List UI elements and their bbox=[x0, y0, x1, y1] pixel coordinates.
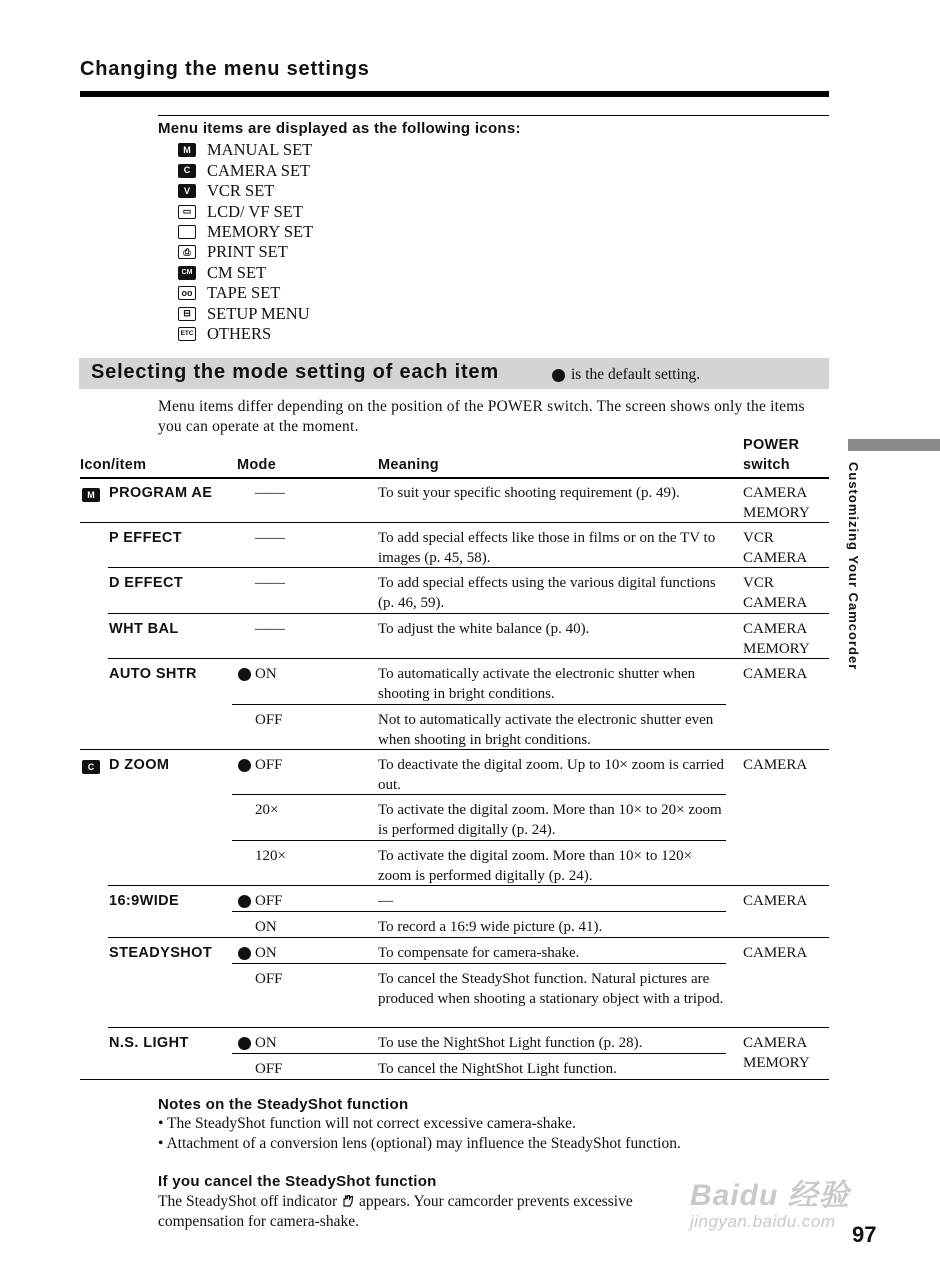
table-row-separator bbox=[80, 522, 829, 523]
table-meaning: To suit your specific shooting requirement (p. 49). bbox=[378, 485, 680, 501]
icon-list-item bbox=[178, 140, 313, 160]
table-meaning: To activate the digital zoom. More than 10× to 120× zoom is performed digitally (p. 24). bbox=[378, 848, 693, 884]
table-meaning: Not to automatically activate the electronic shutter even when shooting in bright conditions. bbox=[378, 712, 714, 748]
icon-list-label: CAMERA SET bbox=[207, 160, 311, 180]
default-bullet-icon bbox=[238, 759, 251, 772]
header-meaning: Meaning bbox=[378, 457, 439, 473]
header-power-line2: switch bbox=[743, 457, 790, 473]
table-power-switch: CAMERA bbox=[743, 666, 808, 682]
note-item: • The SteadyShot function will not correct excessive camera-shake. bbox=[158, 1115, 576, 1132]
table-mode: ON bbox=[238, 944, 277, 964]
table-item-name: WHT BAL bbox=[109, 621, 179, 637]
watermark-url: jingyan.baidu.com bbox=[690, 1212, 836, 1231]
table-row-separator bbox=[232, 840, 726, 841]
default-bullet-icon bbox=[238, 1037, 251, 1050]
table-row-separator bbox=[232, 1053, 726, 1054]
table-item-name: AUTO SHTR bbox=[109, 666, 197, 682]
setup-menu-icon: ⊟ bbox=[178, 307, 196, 321]
table-row-separator bbox=[108, 613, 829, 614]
table-mode: —— bbox=[255, 530, 285, 546]
table-mode: OFF bbox=[238, 892, 283, 912]
table-row-separator bbox=[108, 567, 829, 568]
icons-rule bbox=[158, 115, 829, 116]
cancel-text-line2: compensation for camera-shake. bbox=[158, 1213, 359, 1230]
table-mode: —— bbox=[255, 621, 285, 637]
table-meaning: — bbox=[378, 893, 393, 909]
side-tab-text: Customizing Your Camcorder bbox=[846, 462, 861, 671]
table-meaning: To activate the digital zoom. More than 10× to 20× zoom is performed digitally (p. 24). bbox=[378, 802, 722, 838]
default-bullet-icon bbox=[238, 668, 251, 681]
table-power-switch: CAMERA MEMORY bbox=[743, 1035, 810, 1071]
default-bullet-icon bbox=[238, 947, 251, 960]
note-item: • Attachment of a conversion lens (optional) may influence the SteadyShot function. bbox=[158, 1135, 681, 1152]
cm-set-icon: CM bbox=[178, 266, 196, 280]
others-icon: ETC bbox=[178, 327, 196, 341]
default-note-text: is the default setting. bbox=[571, 366, 701, 383]
table-item-name: D EFFECT bbox=[109, 575, 184, 591]
icon-list-label: VCR SET bbox=[207, 181, 275, 201]
icon-list bbox=[178, 140, 313, 344]
table-mode: 20× bbox=[255, 802, 279, 818]
table-mode: 120× bbox=[255, 848, 286, 864]
tape-set-icon: oo bbox=[178, 286, 196, 300]
notes-heading: Notes on the SteadyShot function bbox=[158, 1096, 409, 1113]
intro-text: Menu items differ depending on the position of the POWER switch. The screen shows only the items you can operate at the moment. bbox=[158, 398, 805, 435]
icon-list-item bbox=[178, 324, 313, 344]
table-meaning: To automatically activate the electronic shutter when shooting in bright conditions. bbox=[378, 666, 696, 702]
table-meaning: To add special effects like those in films or on the TV to images (p. 45, 58). bbox=[378, 530, 716, 566]
icon-list-item bbox=[178, 283, 313, 303]
table-row-separator bbox=[108, 1027, 829, 1028]
lcd-vf-set-icon: ▭ bbox=[178, 205, 196, 219]
table-row-separator bbox=[232, 704, 726, 705]
table-item-name: STEADYSHOT bbox=[109, 945, 213, 961]
table-row-separator bbox=[80, 749, 829, 750]
icon-list-item bbox=[178, 181, 313, 201]
icon-list-label: TAPE SET bbox=[207, 283, 281, 303]
icon-list-label: PRINT SET bbox=[207, 242, 288, 262]
table-mode: ON bbox=[238, 1034, 277, 1054]
icon-list-label: MEMORY SET bbox=[207, 221, 314, 241]
table-row-separator bbox=[232, 794, 726, 795]
table-mode: ON bbox=[255, 919, 277, 935]
table-header-rule bbox=[80, 477, 829, 479]
header-icon-item: Icon/item bbox=[80, 457, 147, 473]
table-meaning: To record a 16:9 wide picture (p. 41). bbox=[378, 919, 603, 935]
table-meaning: To cancel the SteadyShot function. Natural pictures are produced when shooting a stationary object with a tripod. bbox=[378, 971, 724, 1007]
icon-list-label: LCD/ VF SET bbox=[207, 201, 303, 221]
table-item-name: P EFFECT bbox=[109, 530, 183, 546]
baidu-watermark bbox=[690, 1170, 850, 1232]
section-title: Selecting the mode setting of each item bbox=[91, 361, 499, 383]
icon-list-label: OTHERS bbox=[207, 324, 272, 344]
table-row-separator bbox=[232, 911, 726, 912]
table-mode: ON bbox=[238, 665, 277, 685]
table-item-name: 16:9WIDE bbox=[109, 893, 180, 909]
manual-set-icon: M bbox=[178, 143, 196, 157]
table-row-separator bbox=[108, 658, 829, 659]
watermark-logo-text: Baidu 经验 bbox=[690, 1179, 850, 1212]
icon-list-item bbox=[178, 222, 313, 242]
title-rule bbox=[80, 91, 829, 97]
table-power-switch: CAMERA bbox=[743, 757, 808, 773]
icon-list-label: SETUP MENU bbox=[207, 303, 310, 323]
table-meaning: To cancel the NightShot Light function. bbox=[378, 1061, 617, 1077]
table-mode: OFF bbox=[255, 1061, 283, 1077]
default-note bbox=[552, 366, 700, 384]
icon-list-item bbox=[178, 160, 313, 180]
camera-set-icon: C bbox=[82, 760, 100, 774]
cancel-text: The SteadyShot off indicator appears. Your camcorder prevents excessive bbox=[158, 1193, 633, 1210]
memory-set-icon bbox=[178, 225, 196, 239]
manual-set-icon: M bbox=[82, 488, 100, 502]
table-mode: OFF bbox=[238, 756, 283, 776]
print-set-icon: ⎙ bbox=[178, 245, 196, 259]
default-bullet-icon bbox=[238, 895, 251, 908]
table-power-switch: CAMERA MEMORY bbox=[743, 485, 810, 521]
icon-list-label: MANUAL SET bbox=[207, 140, 313, 160]
table-power-switch: CAMERA bbox=[743, 945, 808, 961]
header-power-line1: POWER bbox=[743, 437, 800, 453]
table-mode: —— bbox=[255, 485, 285, 501]
side-tab bbox=[848, 439, 940, 451]
table-meaning: To adjust the white balance (p. 40). bbox=[378, 621, 590, 637]
page-title: Changing the menu settings bbox=[80, 58, 370, 80]
table-item-name: D ZOOM bbox=[109, 757, 170, 773]
table-mode: OFF bbox=[255, 971, 283, 987]
table-row-separator bbox=[108, 937, 829, 938]
header-mode: Mode bbox=[237, 457, 277, 473]
table-mode: OFF bbox=[255, 712, 283, 728]
table-meaning: To add special effects using the various digital functions (p. 46, 59). bbox=[378, 575, 716, 611]
table-item-name: N.S. LIGHT bbox=[109, 1035, 189, 1051]
table-power-switch: CAMERA MEMORY bbox=[743, 621, 810, 657]
table-power-switch: VCR CAMERA bbox=[743, 530, 808, 566]
table-meaning: To deactivate the digital zoom. Up to 10× zoom is carried out. bbox=[378, 757, 725, 793]
icon-list-item bbox=[178, 242, 313, 262]
page-number: 97 bbox=[852, 1222, 877, 1247]
table-meaning: To use the NightShot Light function (p. 28). bbox=[378, 1035, 643, 1051]
table-power-switch: VCR CAMERA bbox=[743, 575, 808, 611]
icon-list-item bbox=[178, 304, 313, 324]
table-row-separator bbox=[108, 885, 829, 886]
icon-list-item bbox=[178, 201, 313, 221]
icon-list-item bbox=[178, 263, 313, 283]
table-item-name: PROGRAM AE bbox=[109, 485, 213, 501]
icons-heading: Menu items are displayed as the following icons: bbox=[158, 120, 521, 137]
icon-list-label: CM SET bbox=[207, 262, 267, 282]
table-row-separator bbox=[232, 963, 726, 964]
camera-set-icon: C bbox=[178, 164, 196, 178]
table-meaning: To compensate for camera-shake. bbox=[378, 945, 580, 961]
steadyshot-off-indicator-icon bbox=[341, 1194, 355, 1208]
cancel-heading: If you cancel the SteadyShot function bbox=[158, 1173, 437, 1190]
default-bullet-icon bbox=[552, 369, 565, 382]
vcr-set-icon: V bbox=[178, 184, 196, 198]
table-mode: —— bbox=[255, 575, 285, 591]
table-power-switch: CAMERA bbox=[743, 893, 808, 909]
table-bottom-rule bbox=[80, 1079, 829, 1080]
